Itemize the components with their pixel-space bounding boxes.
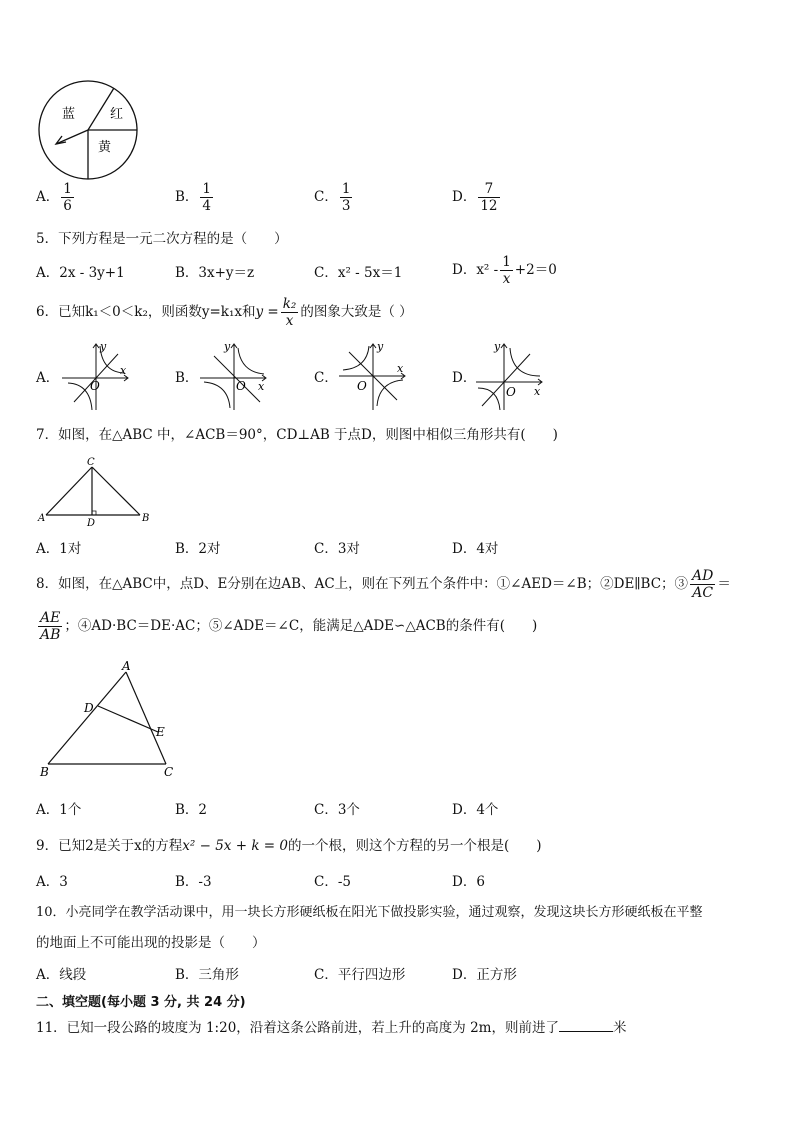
q8-option-d: D．4个 xyxy=(452,802,499,818)
spinner-figure xyxy=(36,78,140,182)
q8-option-a: A．1个 xyxy=(36,802,82,818)
q8-point-e: E xyxy=(156,725,165,739)
q7-option-b: B．2对 xyxy=(175,541,221,557)
q4-option-b: B． $\frac{1}{4}$ xyxy=(175,181,212,214)
q5-stem: 5．下列方程是一元二次方程的是（ ） xyxy=(36,231,288,247)
q8-figure xyxy=(36,660,186,782)
q4-option-d: D． $\frac{7}{12}$ xyxy=(452,181,498,214)
q9-stem: 9．已知2是关于x的方程x² − 5x + k = 0的一个根，则这个方程的另一个根是( ) xyxy=(36,838,542,854)
q11-stem: 11．已知一段公路的坡度为 1:20，沿着这条公路前进，若上升的高度为 2m，则前进了 米 xyxy=(36,1017,626,1038)
q8-point-a: A xyxy=(122,660,131,673)
q11-answer-blank[interactable] xyxy=(559,1017,613,1032)
q4-option-c: C． $\frac{1}{3}$ xyxy=(314,181,351,214)
q10-option-c: C．平行四边形 xyxy=(314,967,406,983)
q8-point-d: D xyxy=(84,701,94,715)
q6-d-origin: O xyxy=(506,385,516,399)
q9-option-c: C．-5 xyxy=(314,874,351,890)
q8-option-b: B．2 xyxy=(175,802,208,818)
q7-point-b: B xyxy=(142,513,150,524)
q5-option-c: C．x² - 5x＝1 xyxy=(314,265,403,281)
q8-option-c: C．3个 xyxy=(314,802,360,818)
q4-option-a: A． $\frac{1}{6}$ xyxy=(36,181,72,214)
spinner-label-yellow: 黄 xyxy=(98,140,112,155)
q9-equation: x² − 5x + k = 0 xyxy=(182,838,288,854)
q8-stem-line1: 8．如图，在△ABC中，点D、E分别在边AB、AC上，则在下列五个条件中：①∠AED＝∠B；②DE∥BC；③ $\frac{AD}{AC}$ ＝ xyxy=(36,568,731,601)
q7-point-a: A xyxy=(38,513,46,524)
q7-option-c: C．3对 xyxy=(314,541,360,557)
q6-option-a-label: A． xyxy=(36,370,60,386)
q6-option-c-label: C． xyxy=(314,370,338,386)
q7-stem: 7．如图，在△ABC 中，∠ACB＝90°，CD⊥AB 于点D，则图中相似三角形共有( ) xyxy=(36,427,558,443)
spinner-label-red: 红 xyxy=(110,107,124,122)
q6-c-origin: O xyxy=(357,379,367,393)
q5-option-d: D．x² - $\frac{1}{x}$ +2＝0 xyxy=(452,254,557,287)
q7-option-a: A．1对 xyxy=(36,541,82,557)
q10-option-a: A．线段 xyxy=(36,967,87,983)
q6-a-y-label: y xyxy=(100,340,107,353)
q7-point-d: D xyxy=(87,518,96,527)
q6-a-origin: O xyxy=(90,379,100,393)
q6-option-d-label: D． xyxy=(452,370,477,386)
q10-option-b: B．三角形 xyxy=(175,967,239,983)
q7-point-c: C xyxy=(87,457,95,468)
q6-b-y-label: y xyxy=(224,340,231,353)
q6-d-y-label: y xyxy=(494,340,501,353)
q5-option-b: B．3x+y＝z xyxy=(175,265,255,281)
q6-graph-a xyxy=(60,340,132,412)
q10-stem-line2: 的地面上不可能出现的投影是（ ） xyxy=(36,935,266,951)
q6-graph-d xyxy=(474,340,546,412)
q6-b-x-label: x xyxy=(258,380,265,393)
q6-c-x-label: x xyxy=(397,362,404,375)
q10-stem-line1: 10．小亮同学在教学活动课中，用一块长方形硬纸板在阳光下做投影实验，通过观察，发现这块长方形硬纸板在平整 xyxy=(36,905,703,920)
q6-option-b-label: B． xyxy=(175,370,199,386)
q5-option-a: A．2x - 3y+1 xyxy=(36,265,125,281)
q6-stem: 6．已知k₁＜0＜k₂，则函数y=k₁x和y = $\frac{\text{k₂}}{x}$ 的图象大致是（ ） xyxy=(36,296,413,329)
q6-graph-b xyxy=(198,340,270,412)
q9-option-d: D．6 xyxy=(452,874,485,890)
spinner-label-blue: 蓝 xyxy=(62,107,76,122)
q8-stem-line2: $\frac{AE}{AB}$ ；④AD·BC＝DE·AC；⑤∠ADE＝∠C，能满足△ADE∽△ACB的条件有( ) xyxy=(40,610,538,643)
q6-b-origin: O xyxy=(236,379,246,393)
q8-point-b: B xyxy=(40,765,49,779)
q10-option-d: D．正方形 xyxy=(452,967,517,983)
q8-point-c: C xyxy=(164,765,174,779)
q6-a-x-label: x xyxy=(120,364,127,377)
section-2-title: 二、填空题(每小题 3 分, 共 24 分) xyxy=(36,995,246,1010)
q9-option-b: B．-3 xyxy=(175,874,212,890)
q6-d-x-label: x xyxy=(534,385,541,398)
q6-graph-c xyxy=(337,340,409,412)
q7-figure xyxy=(36,455,156,527)
q6-c-y-label: y xyxy=(377,340,384,353)
q7-option-d: D．4对 xyxy=(452,541,499,557)
q9-option-a: A．3 xyxy=(36,874,68,890)
